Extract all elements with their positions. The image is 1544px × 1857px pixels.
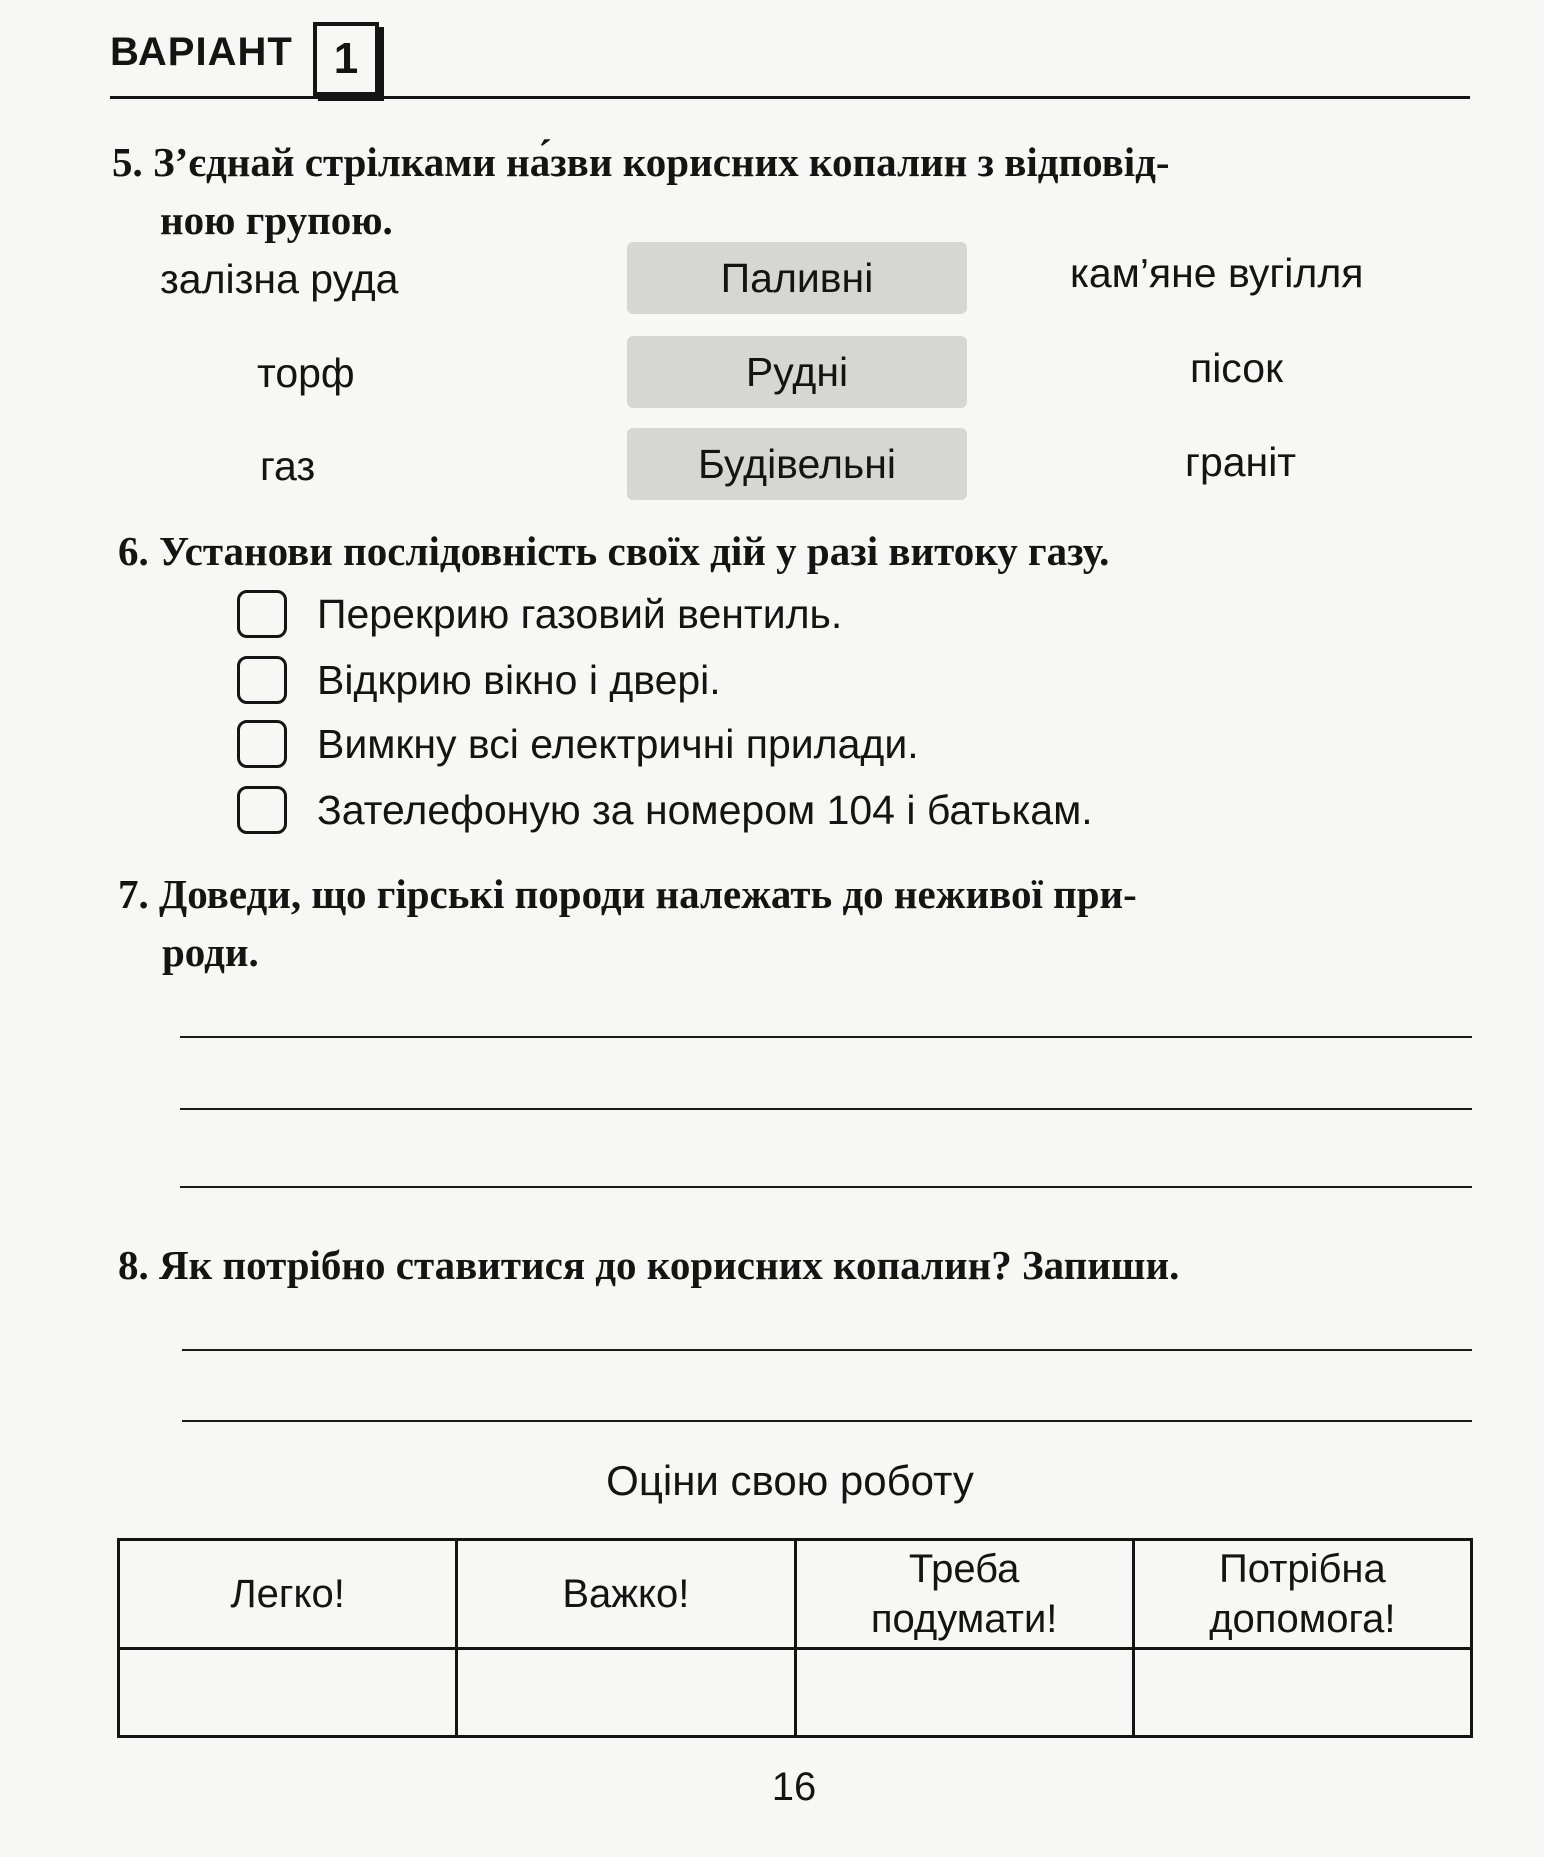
evaluation-option-hard <box>457 1540 795 1649</box>
option-text-line2: допомога! <box>1209 1597 1396 1641</box>
evaluation-option-easy <box>119 1540 457 1649</box>
evaluation-mark-cell[interactable] <box>1133 1649 1471 1737</box>
option-text-line1: Легко! <box>230 1572 345 1616</box>
mineral-right-1: кам’яне вугілля <box>1070 250 1364 296</box>
evaluation-table <box>117 1538 1473 1738</box>
answer-line[interactable] <box>182 1349 1472 1351</box>
step-checkbox[interactable] <box>237 786 287 834</box>
mineral-left-2: торф <box>257 350 355 396</box>
answer-line[interactable] <box>180 1036 1472 1038</box>
task5-prompt-line2: ною групою. <box>160 197 393 243</box>
task5-prompt-line1: 5. З’єднай стрілками на́зви корисних копалин з відповід- <box>112 139 1170 185</box>
option-text-line2: подумати! <box>870 1597 1058 1641</box>
group-ore[interactable] <box>627 336 967 408</box>
mineral-left-3: газ <box>260 443 316 489</box>
task8-prompt: 8. Як потрібно ставитися до корисних копалин? Запиши. <box>118 1242 1180 1288</box>
evaluation-title: Оціни свою роботу <box>606 1457 974 1504</box>
task7-prompt-line1: 7. Доведи, що гірські породи належать до неживої при- <box>118 871 1137 917</box>
header-rule <box>110 96 1470 99</box>
step-label: Перекрию газовий вентиль. <box>317 591 843 637</box>
option-text-line1: Треба <box>908 1547 1020 1591</box>
answer-line[interactable] <box>182 1420 1472 1422</box>
answer-line[interactable] <box>180 1186 1472 1188</box>
group-fuel[interactable] <box>627 242 967 314</box>
step-label: Зателефоную за номером 104 і батькам. <box>317 787 1093 833</box>
mineral-right-3: граніт <box>1185 439 1297 485</box>
group-construction[interactable] <box>627 428 967 500</box>
task6-prompt: 6. Установи послідовність своїх дій у разі витоку газу. <box>118 528 1110 574</box>
evaluation-mark-cell[interactable] <box>795 1649 1133 1737</box>
step-item <box>237 656 721 704</box>
option-text-line1: Важко! <box>562 1572 690 1616</box>
variant-label: ВАРІАНТ <box>110 30 293 74</box>
step-label: Відкрию вікно і двері. <box>317 657 721 703</box>
step-item <box>237 590 842 638</box>
step-checkbox[interactable] <box>237 656 287 704</box>
group-ore-label: Рудні <box>745 348 849 395</box>
step-item <box>237 786 1093 834</box>
evaluation-option-think <box>795 1540 1133 1649</box>
task7-prompt-line2: роди. <box>162 929 259 975</box>
step-item <box>237 720 919 768</box>
mineral-left-1: залізна руда <box>160 256 399 302</box>
option-text-line1: Потрібна <box>1218 1547 1386 1591</box>
step-checkbox[interactable] <box>237 590 287 638</box>
evaluation-mark-cell[interactable] <box>119 1649 457 1737</box>
step-label: Вимкну всі електричні прилади. <box>317 721 919 767</box>
page-number: 16 <box>771 1765 817 1809</box>
variant-number-box: 1 <box>313 22 379 96</box>
mineral-right-2: пісок <box>1190 345 1284 391</box>
answer-line[interactable] <box>180 1108 1472 1110</box>
evaluation-mark-cell[interactable] <box>457 1649 795 1737</box>
step-checkbox[interactable] <box>237 720 287 768</box>
evaluation-option-help <box>1133 1540 1471 1649</box>
group-fuel-label: Паливні <box>720 254 874 301</box>
group-construction-label: Будівельні <box>698 440 896 487</box>
